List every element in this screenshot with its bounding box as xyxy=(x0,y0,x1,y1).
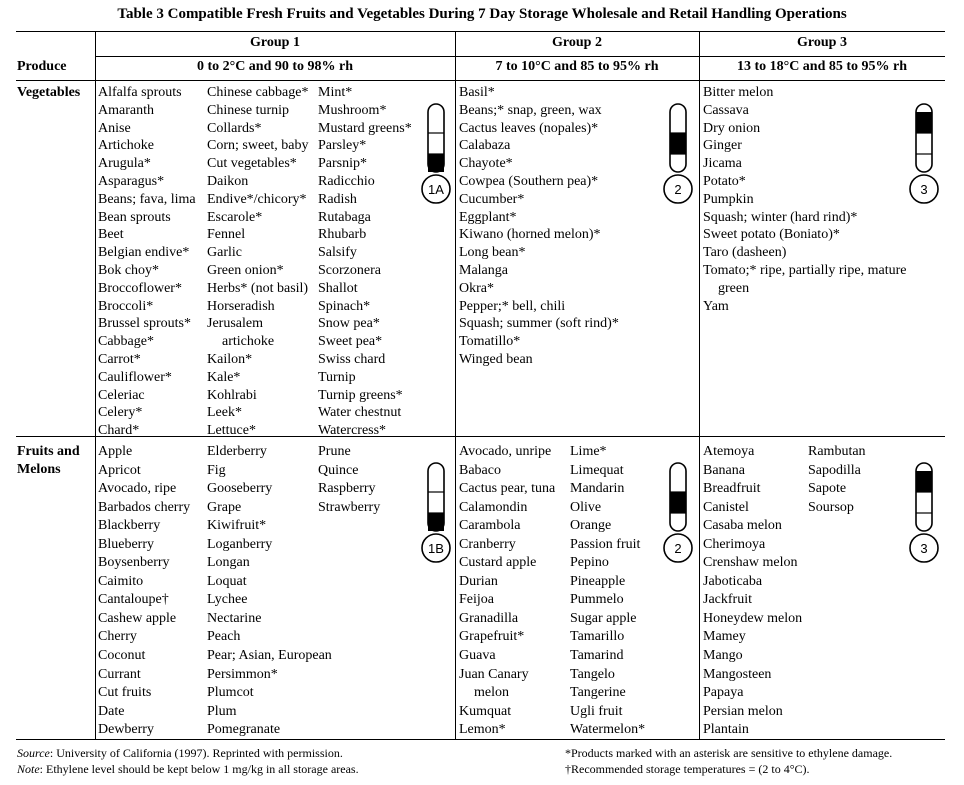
list-item: Parsnip* xyxy=(318,156,367,172)
fruits-row-label xyxy=(17,443,80,479)
list-item: Cherimoya xyxy=(703,536,766,552)
group1-heading: Group 1 xyxy=(250,35,300,50)
produce-heading: Produce xyxy=(17,59,67,74)
fruits-label-line1: Fruits and xyxy=(17,444,80,459)
veg-g3-list xyxy=(703,84,907,315)
list-item: Snow pea* xyxy=(318,316,380,332)
list-item: Squash; summer (soft rind)* xyxy=(459,316,619,332)
list-item: Squash; winter (hard rind)* xyxy=(703,209,858,225)
list-item: Quince xyxy=(318,462,359,478)
list-item: Caimito xyxy=(98,573,144,589)
list-item: Long bean* xyxy=(459,245,526,261)
list-item: Juan Canary xyxy=(459,666,529,682)
list-item: Cauliflower* xyxy=(98,369,172,385)
list-item: Carrot* xyxy=(98,351,141,367)
list-item: Alfalfa sprouts xyxy=(98,85,182,100)
list-item: Cut fruits xyxy=(98,685,152,701)
list-item: Blueberry xyxy=(98,536,154,552)
list-item: Plum xyxy=(207,703,237,719)
list-item: Banana xyxy=(703,462,745,478)
list-item: Crenshaw melon xyxy=(703,555,798,571)
veg-g1-col1 xyxy=(98,84,196,440)
list-item: Calamondin xyxy=(459,499,528,515)
list-item: Kumquat xyxy=(459,703,512,719)
list-item: Cactus leaves (nopales)* xyxy=(459,120,599,136)
fruit-g2-col1 xyxy=(459,443,555,740)
list-item: Barbados cherry xyxy=(98,499,191,515)
list-item: Leek* xyxy=(207,405,242,421)
list-item: Lemon* xyxy=(459,722,506,738)
thermometer-icon xyxy=(906,462,942,564)
fruit-g3-col1 xyxy=(703,443,802,740)
list-item: Sugar apple xyxy=(570,610,637,626)
list-item: Apple xyxy=(98,444,133,459)
list-item: Belgian endive* xyxy=(98,245,190,261)
table-title: Table 3 Compatible Fresh Fruits and Vegetables During 7 Day Storage Wholesale and Retail Handling Operations xyxy=(117,6,847,22)
header-bottom-rule xyxy=(16,80,945,81)
asterisk-footnote: *Products marked with an asterisk are sensitive to ethylene damage. xyxy=(565,746,893,760)
list-item: Tangelo xyxy=(570,666,615,682)
veg-g1-col3 xyxy=(318,84,412,440)
list-item: Loganberry xyxy=(207,536,273,552)
veg-g2-list xyxy=(459,84,619,369)
list-item: Kiwano (horned melon)* xyxy=(459,227,601,243)
list-item: Mango xyxy=(703,648,743,664)
list-item: Sweet potato (Boniato)* xyxy=(703,227,840,243)
source-line xyxy=(17,745,343,761)
list-item: Garlic xyxy=(207,245,242,261)
list-item: Chinese cabbage* xyxy=(207,85,309,100)
list-item: Strawberry xyxy=(318,499,381,515)
list-item: Amaranth xyxy=(98,102,154,118)
list-item: Taro (dasheen) xyxy=(703,245,787,261)
vegetables-row-label: Vegetables xyxy=(17,85,81,100)
dagger-footnote: †Recommended storage temperatures = (2 to 4°C). xyxy=(565,762,810,776)
fruit-g1-col3 xyxy=(318,443,380,517)
list-item: Nectarine xyxy=(207,610,262,626)
list-item: Daikon xyxy=(207,173,249,189)
note-label: Note xyxy=(17,762,40,776)
group2-conditions: 7 to 10°C and 85 to 95% rh xyxy=(495,59,659,74)
list-item: Fennel xyxy=(207,227,246,243)
list-item: Malanga xyxy=(459,262,508,278)
list-item: Escarole* xyxy=(207,209,263,225)
thermometer-icon xyxy=(418,103,454,205)
list-item: Herbs* (not basil) xyxy=(207,280,309,296)
list-item: Celeriac xyxy=(98,387,145,403)
list-item: Currant xyxy=(98,666,141,682)
list-item: Shallot xyxy=(318,280,358,296)
list-item-continuation: artichoke xyxy=(222,334,275,350)
list-item: Tomato;* ripe, partially ripe, mature xyxy=(703,262,907,278)
list-item: Coconut xyxy=(98,648,146,664)
source-text: : University of California (1997). Reprinted with permission. xyxy=(49,746,343,760)
thermometer-label: 1B xyxy=(428,541,444,556)
list-item: Avocado, unripe xyxy=(459,444,552,459)
list-item: Mangosteen xyxy=(703,666,772,682)
list-item: Grapefruit* xyxy=(459,629,525,645)
list-item: Kiwifruit* xyxy=(207,518,267,534)
list-item: Cranberry xyxy=(459,536,516,552)
list-item: Apricot xyxy=(98,462,141,478)
thermometer-icon xyxy=(660,462,696,564)
list-item: Tomatillo* xyxy=(459,334,521,350)
list-item: Basil* xyxy=(459,85,495,100)
list-item: Artichoke xyxy=(98,138,154,154)
list-item: Blackberry xyxy=(98,518,161,534)
list-item: Cherry xyxy=(98,629,137,645)
list-item: Honeydew melon xyxy=(703,610,803,626)
fruit-g2-col2 xyxy=(570,443,645,740)
list-item: Persimmon* xyxy=(207,666,278,682)
list-item: Chard* xyxy=(98,423,140,439)
list-item: Water chestnut xyxy=(318,405,402,421)
list-item: Date xyxy=(98,703,125,719)
list-item: Pepino xyxy=(570,555,609,571)
list-item-continuation: melon xyxy=(474,685,509,701)
col-divider-1 xyxy=(95,31,96,739)
list-item: Kohlrabi xyxy=(207,387,257,403)
list-item: Anise xyxy=(98,120,131,136)
list-item: Horseradish xyxy=(207,298,275,314)
list-item: Boysenberry xyxy=(98,555,170,571)
group3-conditions: 13 to 18°C and 85 to 95% rh xyxy=(736,59,908,74)
list-item: Pummelo xyxy=(570,592,624,608)
list-item: Dewberry xyxy=(98,722,154,738)
thermometer-label: 2 xyxy=(674,182,682,197)
list-item: Loquat xyxy=(207,573,247,589)
list-item: Cabbage* xyxy=(98,334,154,350)
list-item: Corn; sweet, baby xyxy=(207,138,309,154)
top-rule xyxy=(16,31,945,32)
list-item: Limequat xyxy=(570,462,624,478)
list-item: Beet xyxy=(98,227,124,243)
veg-g1-col2 xyxy=(207,84,308,440)
list-item: Feijoa xyxy=(459,592,494,608)
list-item: Asparagus* xyxy=(98,173,165,189)
source-label: Source xyxy=(17,746,50,760)
list-item: Watermelon* xyxy=(570,722,646,738)
list-item: Green onion* xyxy=(207,262,284,278)
list-item: Lettuce* xyxy=(207,423,256,439)
list-item: Rambutan xyxy=(808,444,866,459)
group1-conditions: 0 to 2°C and 90 to 98% rh xyxy=(196,59,354,74)
list-item: Pumpkin xyxy=(703,191,754,207)
list-item: Arugula* xyxy=(98,156,151,172)
list-item: Collards* xyxy=(207,120,262,136)
list-item: Winged bean xyxy=(459,351,533,367)
group3-heading: Group 3 xyxy=(797,35,847,50)
note-line xyxy=(17,761,359,777)
list-item: Endive*/chicory* xyxy=(207,191,307,207)
list-item: Elderberry xyxy=(207,444,267,459)
list-item: Chayote* xyxy=(459,156,513,172)
list-item: Breadfruit xyxy=(703,481,761,497)
list-item: Bean sprouts xyxy=(98,209,171,225)
list-item: Pomegranate xyxy=(207,722,281,738)
list-item: Pear; Asian, European xyxy=(207,648,332,664)
list-item: Longan xyxy=(207,555,250,571)
list-item: Mamey xyxy=(703,629,746,645)
list-item: Calabaza xyxy=(459,138,511,154)
thermometer-icon xyxy=(906,103,942,205)
list-item: Mustard greens* xyxy=(318,120,412,136)
list-item: Jerusalem xyxy=(207,316,263,332)
header-mid-rule xyxy=(95,56,945,57)
list-item: Kale* xyxy=(207,369,241,385)
list-item: Fig xyxy=(207,462,226,478)
col-divider-3 xyxy=(699,31,700,739)
list-item: Custard apple xyxy=(459,555,537,571)
list-item: Sapote xyxy=(808,481,847,497)
list-item: Rhubarb xyxy=(318,227,367,243)
list-item: Cucumber* xyxy=(459,191,525,207)
list-item: Jaboticaba xyxy=(703,573,763,589)
list-item: Ginger xyxy=(703,138,742,154)
list-item: Beans;* snap, green, wax xyxy=(459,102,602,118)
list-item: Turnip xyxy=(318,369,356,385)
list-item: Cassava xyxy=(703,102,749,118)
list-item: Atemoya xyxy=(703,444,755,459)
list-item: Brussel sprouts* xyxy=(98,316,191,332)
list-item: Mint* xyxy=(318,85,353,100)
list-item: Cantaloupe† xyxy=(98,592,169,608)
thermometer-icon xyxy=(660,103,696,205)
list-item: Sapodilla xyxy=(808,462,861,478)
list-item: Olive xyxy=(570,499,602,515)
list-item: Papaya xyxy=(703,685,744,701)
list-item: Scorzonera xyxy=(318,262,381,278)
list-item: Radicchio xyxy=(318,173,375,189)
list-item: Chinese turnip xyxy=(207,102,290,118)
list-item: Mandarin xyxy=(570,481,625,497)
list-item: Persian melon xyxy=(703,703,783,719)
list-item: Jicama xyxy=(703,156,742,172)
list-item: Raspberry xyxy=(318,481,376,497)
list-item: Dry onion xyxy=(703,120,761,136)
list-item: Guava xyxy=(459,648,496,664)
list-item: Celery* xyxy=(98,405,143,421)
list-item: Cowpea (Southern pea)* xyxy=(459,173,599,189)
list-item: Sweet pea* xyxy=(318,334,383,350)
list-item: Potato* xyxy=(703,173,746,189)
list-item: Ugli fruit xyxy=(570,703,623,719)
list-item: Lychee xyxy=(207,592,248,608)
thermometer-label: 3 xyxy=(920,541,928,556)
fruit-g1-col2 xyxy=(207,443,332,740)
list-item: Cashew apple xyxy=(98,610,177,626)
fruit-g1-col1 xyxy=(98,443,190,740)
list-item: Orange xyxy=(570,518,612,534)
list-item: Carambola xyxy=(459,518,521,534)
list-item: Radish xyxy=(318,191,357,207)
list-item: Spinach* xyxy=(318,298,371,314)
list-item: Salsify xyxy=(318,245,357,261)
group2-heading: Group 2 xyxy=(552,35,602,50)
note-text: : Ethylene level should be kept below 1 mg/kg in all storage areas. xyxy=(39,762,359,776)
list-item: Broccoflower* xyxy=(98,280,182,296)
list-item: Peach xyxy=(207,629,241,645)
list-item: Durian xyxy=(459,573,498,589)
list-item: Passion fruit xyxy=(570,536,641,552)
list-item: Watercress* xyxy=(318,423,387,439)
list-item: Plumcot xyxy=(207,685,254,701)
list-item: Prune xyxy=(318,444,351,459)
list-item: Babaco xyxy=(459,462,501,478)
list-item: Swiss chard xyxy=(318,351,386,367)
thermometer-label: 3 xyxy=(920,182,928,197)
fruits-label-line2: Melons xyxy=(17,461,61,477)
list-item: Casaba melon xyxy=(703,518,782,534)
thermometer-label: 1A xyxy=(428,182,444,197)
list-item: Parsley* xyxy=(318,138,367,154)
list-item: Lime* xyxy=(570,444,607,459)
list-item: Gooseberry xyxy=(207,481,273,497)
list-item: Rutabaga xyxy=(318,209,371,225)
list-item: Yam xyxy=(703,298,729,314)
list-item: Plantain xyxy=(703,722,749,738)
list-item: Pineapple xyxy=(570,573,626,589)
list-item: Bitter melon xyxy=(703,85,774,100)
list-item: Kailon* xyxy=(207,351,253,367)
thermometer-label: 2 xyxy=(674,541,682,556)
list-item: Turnip greens* xyxy=(318,387,403,403)
list-item: Tamarind xyxy=(570,648,624,664)
list-item: Mushroom* xyxy=(318,102,387,118)
list-item: Beans; fava, lima xyxy=(98,191,196,207)
list-item: Tangerine xyxy=(570,685,626,701)
list-item: Soursop xyxy=(808,499,854,515)
list-item: Bok choy* xyxy=(98,262,160,278)
list-item: Grape xyxy=(207,499,242,515)
thermometer-icon xyxy=(418,462,454,564)
list-item: Cactus pear, tuna xyxy=(459,481,556,497)
list-item: Canistel xyxy=(703,499,749,515)
list-item: Granadilla xyxy=(459,610,519,626)
list-item-continuation: green xyxy=(718,280,750,296)
list-item: Jackfruit xyxy=(703,592,752,608)
fruit-g3-col2 xyxy=(808,443,866,517)
col-divider-2 xyxy=(455,31,456,739)
list-item: Pepper;* bell, chili xyxy=(459,298,566,314)
list-item: Tamarillo xyxy=(570,629,625,645)
list-item: Eggplant* xyxy=(459,209,517,225)
list-item: Avocado, ripe xyxy=(98,481,177,497)
list-item: Okra* xyxy=(459,280,494,296)
list-item: Cut vegetables* xyxy=(207,156,297,172)
list-item: Broccoli* xyxy=(98,298,154,314)
